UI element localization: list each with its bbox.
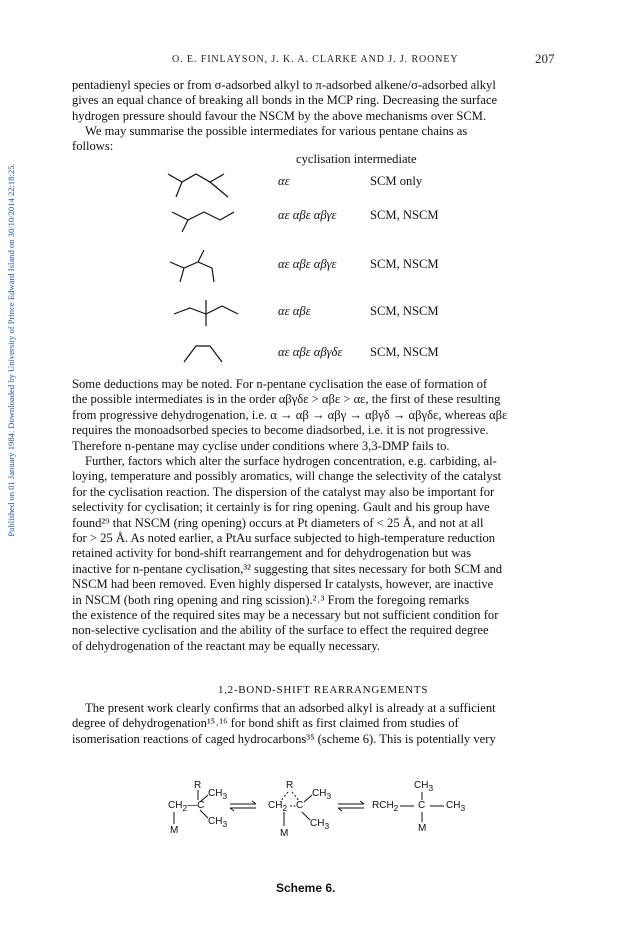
mechanism-result: SCM, NSCM [370,208,439,222]
carbon-label: C [418,800,426,811]
text-line: isomerisation reactions of caged hydrocarbons³⁵ (scheme 6). This is potentially very [72,731,496,746]
reaction-scheme [168,780,468,872]
text-line: inactive for n-pentane cyclisation,³² suggesting that sites necessary for both SCM and [72,561,503,576]
pentane-chain-structure-2 [166,202,246,234]
rch2-label: $RCH_2$ [372,800,399,813]
text-line: gives an equal chance of breaking all bonds in the MCP ring. Decreasing the surface [72,93,498,108]
pentane-chain-structure-4 [166,294,256,328]
pentane-chain-structure-5 [166,338,246,370]
text-line: for > 25 Å. As noted earlier, a PtAu surface subjected to high-temperature reduction [72,531,496,546]
text-line: degree of dehydrogenation¹⁵˒¹⁶ for bond shift as first claimed from studies of [72,716,459,731]
text-line: selectivity for cyclisation; it certainly is for ring opening. Gault and his group have [72,500,490,515]
r-group-label: R [286,780,294,791]
scheme-caption: Scheme 6. [276,881,336,895]
text-line: in NSCM (both ring opening and ring scission).²˒³ From the foregoing remarks [72,592,470,607]
download-watermark [2,90,20,610]
pentane-chain-structure-1 [166,168,246,200]
text-line: requires the monoadsorbed species to become diadsorbed, i.e. it is not progressive. [72,423,489,438]
metal-label: M [418,823,427,834]
table-column-header: cyclisation intermediate [296,152,417,166]
methyl-label: $CH_3$ [208,788,228,801]
text-line: of dehydrogenation of the reactant may be equally necessary. [72,638,380,653]
methylene-label: $CH_2$ [268,800,288,813]
methyl-label: $CH_3$ [208,816,228,829]
paragraph-summary [72,124,554,155]
methyl-label: $CH_3$ [310,818,330,831]
metal-label: M [280,828,289,839]
mechanism-result: SCM, NSCM [370,345,439,359]
text-line: We may summarise the possible intermediates for various pentane chains as [85,124,468,138]
text-line: retained activity for bond-shift rearrangement and for dehydrogenation but was [72,546,472,561]
methylene-label: $CH_2—C$ [168,800,205,813]
intermediate-list: αε [278,174,290,188]
page-number: 207 [535,51,555,66]
text-line: from progressive dehydrogenation, i.e. α → αβ → αβγ → αβγδ → αβγδε, whereas αβε [72,407,508,422]
paragraph-intro [72,78,554,124]
text-line: the existence of the required sites may be a necessary but not sufficient condition for [72,608,499,623]
paragraph-bond-shift [72,701,554,747]
paragraph-deductions [72,377,554,454]
mechanism-result: SCM, NSCM [370,257,439,271]
text-line: non-selective cyclisation and the ability of the surface to effect the required degree [72,623,489,638]
mechanism-result: SCM, NSCM [370,304,439,318]
section-heading: 1,2-BOND-SHIFT REARRANGEMENTS [218,684,429,696]
paragraph-factors [72,454,554,654]
methyl-label: $CH_3$ [446,800,466,813]
text-line: pentadienyl species or from σ-adsorbed alkyl to π-adsorbed alkene/σ-adsorbed alkyl [72,78,496,92]
text-line: Therefore n-pentane may cyclise under conditions where 3,3-DMP fails to. [72,438,450,453]
text-line: The present work clearly confirms that an adsorbed alkyl is already at a sufficient [85,701,496,715]
methyl-label: $CH_3$ [312,788,332,801]
intermediate-list: αε αβε αβγε [278,257,337,271]
text-line: Further, factors which alter the surface hydrogen concentration, e.g. carbiding, al- [85,454,497,468]
pentane-chain-structure-3 [166,248,246,282]
text-line: the possible intermediates is in the order αβγδε > αβε > αε, the first of these resulting [72,392,501,407]
text-line: hydrogen pressure should favour the NSCM by the above mechanisms over SCM. [72,108,487,123]
intermediate-list: αε αβε [278,304,311,318]
methyl-label: $CH_3$ [414,780,434,793]
download-notice[interactable]: Published on 01 January 1984. Downloaded by University of Prince Edward Island on 30/10/2014 22:18:25. [6,163,16,537]
metal-label: M [170,825,179,836]
intermediate-list: αε αβε αβγδε [278,345,343,359]
intermediate-list: αε αβε αβγε [278,208,337,222]
text-line: found²⁹ that NSCM (ring opening) occurs at Pt diameters of < 25 Å, and not at all [72,515,484,530]
running-head: O. E. FINLAYSON, J. K. A. CLARKE AND J. J. ROONEY [172,54,459,65]
carbon-label: C [296,800,304,811]
mechanism-result: SCM only [370,174,423,188]
text-line: for the cyclisation reaction. The dispersion of the catalyst may also be important for [72,484,495,499]
r-group-label: R [194,780,202,791]
text-line: NSCM had been removed. Even highly dispersed Ir catalysts, however, are inactive [72,577,494,592]
text-line: loying, temperature and possibly aromatics, will change the selectivity of the catalyst [72,469,502,484]
text-line: follows: [72,139,114,154]
text-line: Some deductions may be noted. For n-pentane cyclisation the ease of formation of [72,377,488,391]
